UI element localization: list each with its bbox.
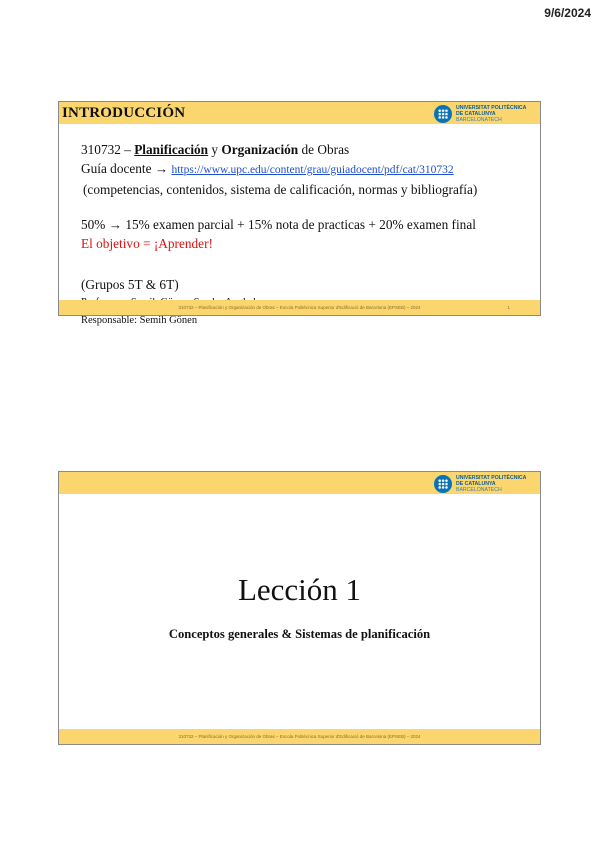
upc-logo xyxy=(434,473,538,495)
slide-title-bar xyxy=(59,102,540,124)
guide-note: (competencias, contenidos, sistema de calificación, normas y bibliografía) xyxy=(83,182,478,197)
footer-text: 310732 – Planificación y Organización de Obras – Escola Politècnica Superior d'Edificació de Barcelona (EPSEB) – 2024 xyxy=(178,734,421,739)
slide-introduccion xyxy=(58,101,541,326)
grading-line: 50% → 15% examen parcial + 15% nota de practicas + 20% examen final xyxy=(81,217,476,232)
objective-line: El objetivo = ¡Aprender! xyxy=(81,236,213,251)
upc-logo xyxy=(434,103,538,125)
groups-line: (Grupos 5T & 6T) xyxy=(81,277,179,292)
upc-logo-icon xyxy=(434,105,452,123)
slide-footer xyxy=(59,300,540,315)
page-date: 9/6/2024 xyxy=(544,6,591,20)
course-title: 310732 – Planificación y Organización de Obras xyxy=(81,142,350,157)
slide-title: INTRODUCCIÓN xyxy=(62,105,186,121)
lesson-title: Lección 1 xyxy=(237,572,362,607)
lesson-subtitle: Conceptos generales & Sistemas de planificación xyxy=(168,627,431,641)
upc-logo-text: UNIVERSITAT POLITÈCNICA DE CATALUNYA BARCELONATECH xyxy=(456,475,527,493)
guide-link[interactable]: https://www.upc.edu/content/grau/guiadocent/pdf/cat/310732 xyxy=(171,164,454,176)
slide-title-bar xyxy=(59,472,540,494)
upc-logo-text: UNIVERSITAT POLITÈCNICA DE CATALUNYA BARCELONATECH xyxy=(456,105,527,123)
responsible-line: Responsable: Semih Gönen xyxy=(81,315,198,326)
footer-text: 310732 – Planificación y Organización de Obras – Escola Politècnica Superior d'Edificació de Barcelona (EPSEB) – 2024 xyxy=(178,305,421,310)
guide-line: Guía docente → https://www.upc.edu/content/grau/guiadocent/pdf/cat/310732 xyxy=(81,161,454,176)
slide-leccion-1 xyxy=(58,471,541,745)
footer-page-number: 1 xyxy=(507,305,510,310)
slide-footer xyxy=(59,729,540,744)
upc-logo-icon xyxy=(434,475,452,493)
